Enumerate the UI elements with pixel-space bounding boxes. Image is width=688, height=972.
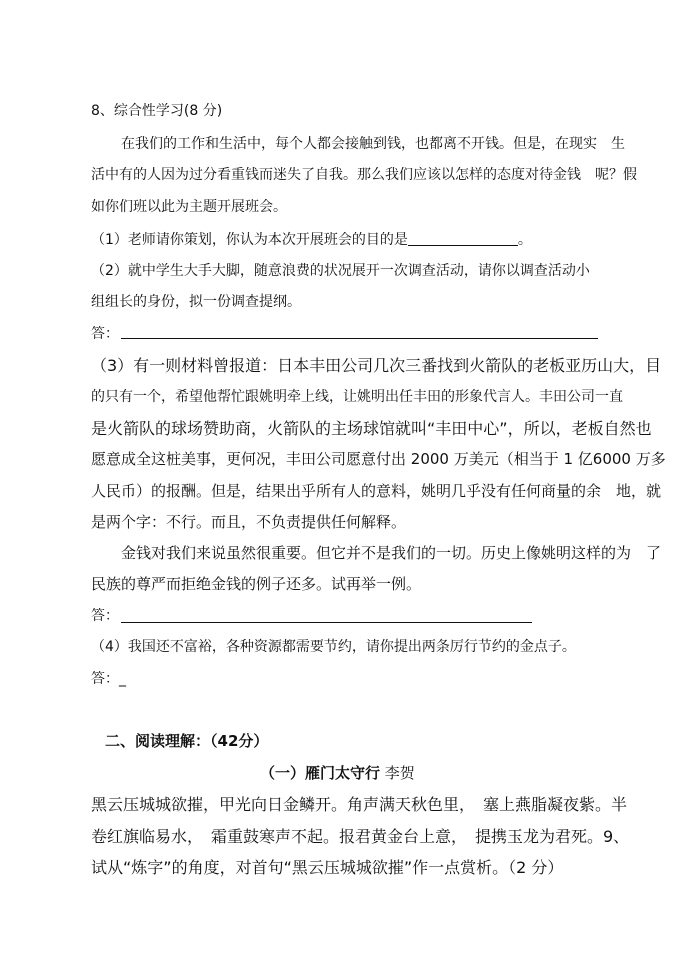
poem-line: 卷红旗临易水， 霜重鼓寒声不起。报君黄金台上意， 提携玉龙为君死。9、 <box>91 827 630 846</box>
poem-line: 黑云压城城欲摧，甲光向日金鳞开。角声满天秋色里， 塞上燕脂凝夜紫。半 <box>91 795 628 814</box>
item-3-line: 的只有一个，希望他帮忙跟姚明牵上线，让姚明出任丰田的形象代言人。丰田公司一直 <box>91 389 623 405</box>
poem-author: 李贺 <box>384 764 415 782</box>
answer-label: 答：_ <box>91 671 126 687</box>
answer-line[interactable] <box>121 338 598 339</box>
item-1 <box>91 231 532 247</box>
item-3-question-line: 民族的尊严而拒绝金钱的例子还多。试再举一例。 <box>91 575 422 593</box>
item-1-text: （1）老师请你策划，你认为本次开展班会的目的是 <box>91 232 408 248</box>
answer-label: 答： <box>91 608 119 624</box>
item-3-line: （3）有一则材料曾报道：日本丰田公司几次三番找到火箭队的老板亚历山大，目 <box>91 356 662 375</box>
poem-heading <box>260 766 415 781</box>
item-4: （4）我国还不富裕，各种资源都需要节约，请你提出两条厉行节约的金点子。 <box>91 639 576 655</box>
answer-line[interactable] <box>121 622 532 623</box>
question-8-title: 8、综合性学习(8 分) <box>91 103 223 119</box>
item-2-line: 组组长的身份，拟一份调查提纲。 <box>91 294 301 310</box>
item-1-end: 。 <box>517 232 532 248</box>
item-2-line: （2）就中学生大手大脚，随意浪费的状况展开一次调查活动，请你以调查活动小 <box>91 263 590 279</box>
item-3-line: 是火箭队的球场赞助商，火箭队的主场球馆就叫“丰田中心”，所以，老板自然也 <box>91 419 652 438</box>
section-heading: 二、阅读理解：（42分） <box>105 732 269 750</box>
intro-line: 在我们的工作和生活中，每个人都会接触到钱，也都离不开钱。但是，在现实 生 <box>121 136 625 152</box>
item-3-line: 人民币）的报酬。但是，结果出乎所有人的意料，姚明几乎没有任何商量的余 地，就 <box>91 482 662 500</box>
intro-line: 活中有的人因为过分看重钱而迷失了自我。那么我们应该以怎样的态度对待金钱 呢？假 <box>91 167 637 183</box>
intro-line: 如你们班以此为主题开展班会。 <box>91 199 287 215</box>
answer-label: 答： <box>91 326 119 342</box>
item-3-line: 愿意成全这桩美事，更何况，丰田公司愿意付出 2000 万美元（相当于 1 亿6000 万多 <box>91 450 666 468</box>
question-9: 试从“炼字”的角度，对首句“黑云压城城欲摧”作一点赏析。（2 分） <box>91 858 564 877</box>
item-3-line: 是两个字：不行。而且，不负责提供任何解释。 <box>91 513 407 531</box>
poem-title: （一）雁门太守行 <box>260 764 381 782</box>
item-3-question-line: 金钱对我们来说虽然很重要。但它并不是我们的一切。历史上像姚明这样的为 了 <box>121 544 662 562</box>
item-1-answer-blank[interactable] <box>408 231 518 246</box>
